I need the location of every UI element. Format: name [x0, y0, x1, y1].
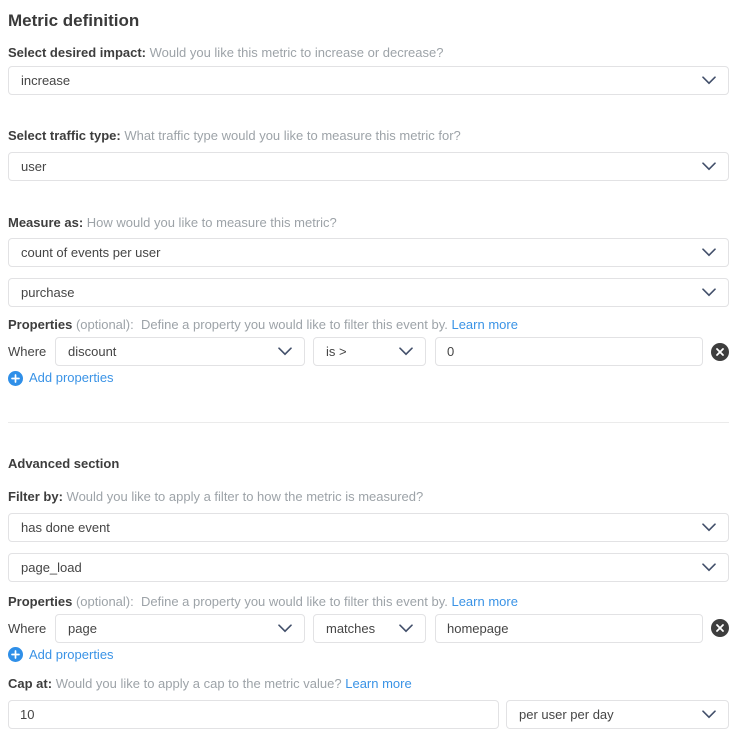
chevron-down-icon — [278, 347, 292, 356]
advanced-section-heading: Advanced section — [8, 455, 120, 471]
properties-event-where-row — [8, 337, 729, 366]
property-value-input[interactable] — [435, 614, 703, 643]
add-properties-button[interactable] — [8, 646, 114, 664]
property-select[interactable] — [55, 614, 305, 643]
chevron-down-icon — [399, 624, 413, 633]
plus-circle-icon — [8, 647, 23, 662]
filter-label-row — [8, 488, 729, 505]
traffic-helper: What traffic type would you like to measure this metric for? — [124, 128, 461, 143]
traffic-label: Select traffic type: — [8, 128, 121, 143]
property-value-input[interactable] — [435, 337, 703, 366]
page-title: Metric definition — [8, 11, 140, 30]
operator-select[interactable] — [313, 337, 426, 366]
filter-select[interactable] — [8, 513, 729, 542]
cap-unit-select-value: per user per day — [519, 707, 614, 722]
filter-select-value: has done event — [21, 519, 110, 535]
chevron-down-icon — [702, 710, 716, 719]
impact-select[interactable] — [8, 66, 729, 95]
filter-helper: Would you like to apply a filter to how the metric is measured? — [66, 488, 424, 504]
learn-more-link[interactable]: Learn more — [345, 676, 412, 691]
properties-event-label-row — [8, 316, 729, 333]
properties-label: Properties — [8, 593, 73, 609]
close-icon — [711, 619, 729, 637]
chevron-down-icon — [702, 523, 716, 532]
section-divider — [8, 422, 729, 423]
property-select[interactable] — [55, 337, 305, 366]
properties-filter-where-row — [8, 614, 729, 643]
cap-label-row — [8, 675, 729, 692]
remove-property-button[interactable] — [711, 343, 729, 361]
operator-select-value: matches — [326, 620, 376, 636]
impact-label: Select desired impact: — [8, 45, 146, 60]
add-properties-label: Add properties — [29, 646, 114, 662]
measure-select-value: count of events per user — [21, 245, 161, 260]
where-label: Where — [8, 344, 47, 359]
properties-label: Properties — [8, 317, 73, 332]
properties-optional: (optional): Define a property you would like to filter this event by. — [75, 593, 448, 609]
properties-optional: (optional): Define a property you would like to filter this event by. — [75, 317, 448, 332]
cap-value-input[interactable] — [8, 700, 499, 729]
cap-row — [8, 700, 729, 729]
operator-select-value: is > — [326, 344, 347, 359]
add-properties-label: Add properties — [29, 370, 114, 385]
impact-label-row — [8, 44, 729, 61]
operator-select[interactable] — [313, 614, 426, 643]
traffic-select-value: user — [21, 159, 47, 174]
chevron-down-icon — [702, 248, 716, 257]
measure-event-select[interactable] — [8, 278, 729, 307]
filter-label: Filter by: — [8, 488, 63, 504]
properties-filter-label-row — [8, 593, 729, 610]
chevron-down-icon — [399, 347, 413, 356]
cap-label: Cap at: — [8, 676, 53, 691]
plus-circle-icon — [8, 371, 23, 386]
impact-helper: Would you like this metric to increase or decrease? — [149, 45, 444, 60]
chevron-down-icon — [702, 563, 716, 572]
filter-event-select[interactable] — [8, 553, 729, 582]
remove-property-button[interactable] — [711, 619, 729, 637]
measure-label-row — [8, 214, 729, 231]
measure-helper: How would you like to measure this metric? — [86, 215, 337, 230]
chevron-down-icon — [702, 162, 716, 171]
add-properties-button[interactable] — [8, 369, 114, 387]
learn-more-link[interactable]: Learn more — [451, 317, 518, 332]
traffic-select[interactable] — [8, 152, 729, 181]
measure-label: Measure as: — [8, 215, 84, 230]
property-select-value: discount — [68, 344, 117, 359]
chevron-down-icon — [702, 288, 716, 297]
chevron-down-icon — [702, 76, 716, 85]
filter-event-select-value: page_load — [21, 559, 82, 575]
traffic-label-row — [8, 127, 729, 144]
where-label: Where — [8, 620, 47, 636]
property-select-value: page — [68, 620, 97, 636]
cap-helper: Would you like to apply a cap to the metric value? — [55, 676, 342, 691]
chevron-down-icon — [278, 624, 292, 633]
learn-more-link[interactable]: Learn more — [451, 593, 518, 609]
close-icon — [711, 343, 729, 361]
impact-select-value: increase — [21, 73, 71, 88]
measure-select[interactable] — [8, 238, 729, 267]
measure-event-select-value: purchase — [21, 285, 75, 300]
cap-unit-select[interactable] — [506, 700, 729, 729]
